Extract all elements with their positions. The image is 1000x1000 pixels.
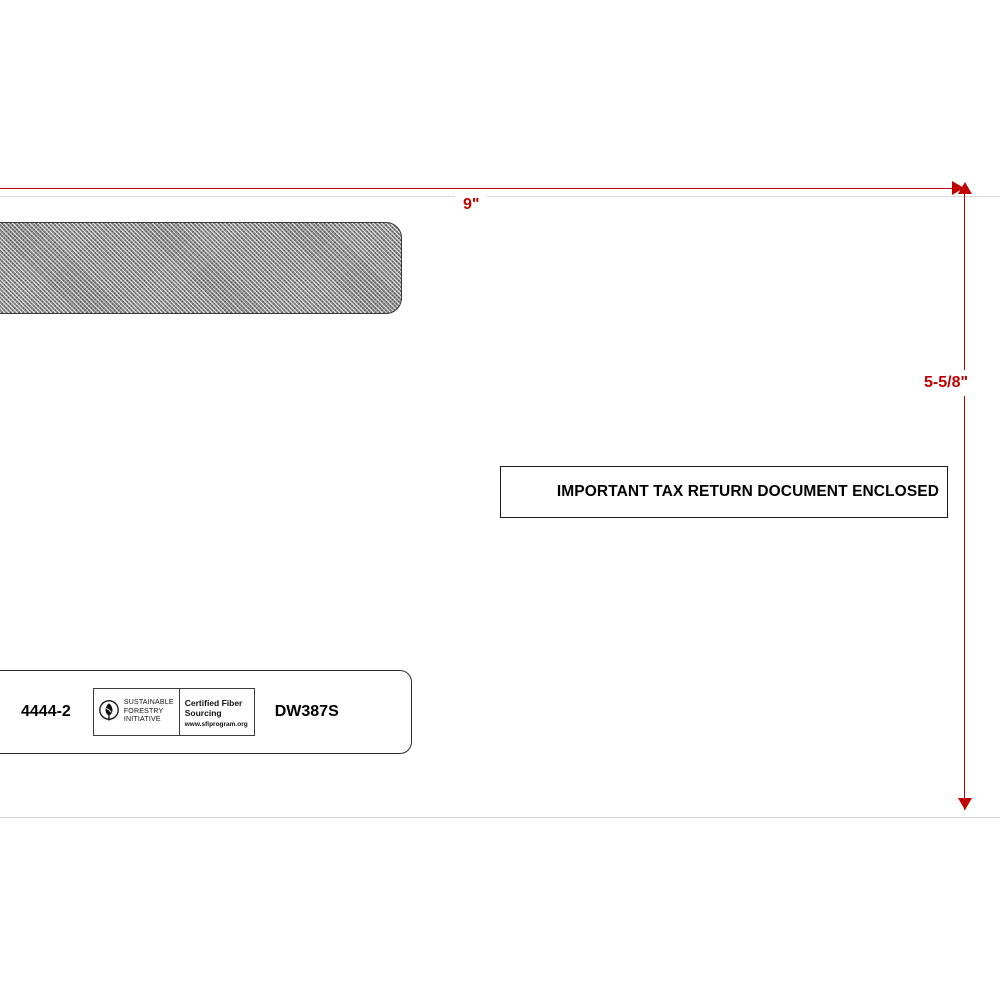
sfi-logo-right	[180, 689, 254, 735]
sfi-logo-left	[94, 689, 180, 735]
width-dimension-label: 9"	[455, 196, 487, 214]
sfi-cert-line2: Sourcing	[184, 707, 222, 718]
height-dimension-line	[964, 188, 965, 810]
sfi-cert-line1: Certified Fiber	[184, 697, 243, 708]
sfi-word-line1: SUSTAINABLE	[123, 699, 174, 707]
tax-notice-text: IMPORTANT TAX RETURN DOCUMENT ENCLOSED	[556, 483, 939, 500]
width-dimension-line	[0, 188, 966, 189]
height-arrow-down-icon	[958, 798, 972, 810]
sfi-wordmark	[124, 699, 174, 725]
sfi-tree-icon	[98, 699, 120, 725]
tax-notice-box	[500, 466, 948, 518]
product-code-left: 4444-2	[21, 703, 71, 720]
address-window	[0, 222, 402, 314]
sfi-word-line2: FORESTRY	[123, 707, 164, 715]
sfi-word-line3: INITIATIVE	[123, 716, 161, 724]
height-dimension-label: 5-5/8"	[922, 370, 970, 396]
sfi-certification-block	[0, 670, 412, 754]
height-arrow-up-icon	[958, 182, 972, 194]
product-code-right: DW387S	[274, 703, 339, 720]
sfi-url: www.sfiprogram.org	[184, 720, 248, 728]
sfi-logo	[93, 688, 255, 736]
